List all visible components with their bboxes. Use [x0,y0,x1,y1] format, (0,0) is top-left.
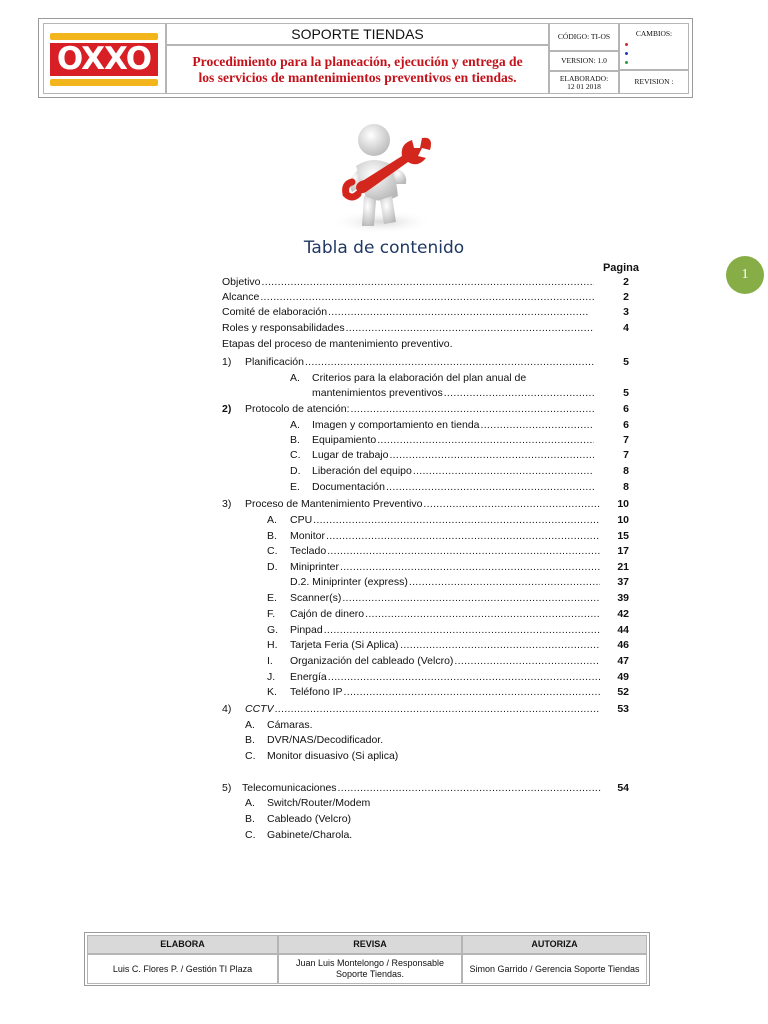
toc-leader-dots [481,418,594,433]
toc-entry[interactable] [222,290,642,305]
codigo-cell: CÓDIGO: TI-OS [549,23,619,51]
toc-leader-dots [423,497,600,512]
toc-leader-dots [326,529,600,544]
toc-entry-number: B. [245,734,255,746]
toc-entry[interactable] [222,448,642,463]
toc-entry-title: CPU [290,514,313,526]
toc-entry-page: 8 [623,465,629,477]
toc-leader-dots [338,781,602,796]
toc-entry-page: 5 [623,387,629,399]
toc-entry-title: Etapas del proceso de mantenimiento preventivo. [222,338,453,350]
cambios-cell [619,23,689,70]
toc-leader-dots [262,275,594,290]
toc-entry-page: 2 [623,276,629,288]
toc-entry-page: 15 [617,530,629,542]
toc-entry-page: 39 [617,592,629,604]
toc-entry[interactable] [222,812,642,827]
toc-entry-title: Cajón de dinero [290,608,365,620]
toc-entry[interactable] [222,386,642,401]
toc-entry-page: 17 [617,545,629,557]
toc-entry[interactable] [222,670,642,685]
toc-entry[interactable] [222,733,642,748]
toc-entry-title: Equipamiento [312,434,377,446]
toc-entry-title: Teléfono IP [290,686,343,698]
toc-entry-number: 1) [222,356,232,368]
toc-leader-dots [327,544,600,559]
revisa-value [278,954,462,984]
toc-entry-number: 2) [222,403,232,415]
toc-leader-dots [324,623,600,638]
toc-entry-page: 53 [617,703,629,715]
procedure-title-line2: los servicios de mantenimientos preventivos en tiendas. [198,70,517,85]
toc-entry-number: I. [267,655,273,667]
toc-entry-page: 37 [617,576,629,588]
elaborado-date: 12 01 2018 [567,82,601,91]
toc-entry-page: 3 [623,306,629,318]
toc-entry-page: 52 [617,686,629,698]
toc-entry[interactable] [222,305,642,320]
revisa-value-text: Juan Luis Montelongo / Responsable Soporte Tiendas. [295,958,445,979]
toc-entry[interactable] [222,781,642,796]
toc-entry[interactable] [222,529,642,544]
toc-entry-number: A. [245,719,255,731]
toc-entry-number: E. [290,481,300,493]
toc-leader-dots [400,638,600,653]
toc-entry[interactable] [222,575,642,590]
toc-entry-number: E. [267,592,277,604]
department-title: SOPORTE TIENDAS [166,23,549,45]
logo-bar-bottom [50,79,158,86]
toc-entry-title: Tarjeta Feria (Si Aplica) [290,639,399,651]
toc-leader-dots [365,607,600,622]
toc-entry-title: Liberación del equipo [312,465,412,477]
toc-entry-title: Energía [290,671,327,683]
revisa-header: REVISA [278,935,462,954]
toc-entry-number: F. [267,608,276,620]
procedure-title-line1: Procedimiento para la planeación, ejecución y entrega de [192,54,523,69]
toc-entry-page: 2 [623,291,629,303]
toc-leader-dots [340,560,600,575]
toc-entry-number: B. [290,434,300,446]
toc-entry-page: 6 [623,419,629,431]
toc-entry[interactable] [222,796,642,811]
autoriza-value [462,954,647,984]
toc-entry-number: H. [267,639,278,651]
toc-entry[interactable] [222,702,642,717]
oxxo-logo: OXXO [56,41,152,77]
revision-cell: REVISION : [619,70,689,94]
toc-entry[interactable] [222,418,642,433]
toc-entry-title: Proceso de Mantenimiento Preventivo [245,498,423,510]
toc-entry-page: 47 [617,655,629,667]
toc-entry[interactable] [222,560,642,575]
maintenance-person-wrench-image [322,118,442,234]
autoriza-value-text: Simon Garrido / Gerencia Soporte Tiendas [469,963,640,974]
toc-entry-number: C. [267,545,278,557]
toc-entry[interactable] [222,371,642,386]
toc-entry[interactable] [222,321,642,336]
toc-entry-page: 7 [623,434,629,446]
toc-entry-page: 46 [617,639,629,651]
elaborado-cell [549,71,619,94]
toc-leader-dots [350,402,594,417]
change-dot-blue [625,52,628,55]
toc-entry-number: C. [245,829,256,841]
toc-entry[interactable] [222,337,642,352]
toc-entry[interactable] [222,638,642,653]
toc-leader-dots [377,433,594,448]
toc-entry-title: Monitor [290,530,326,542]
elaborado-label: ELABORADO: [559,74,609,83]
toc-entry[interactable] [222,355,642,370]
toc-leader-dots [346,321,594,336]
toc-entry[interactable] [222,607,642,622]
toc-entry-number: K. [267,686,277,698]
toc-entry-number: 4) [222,703,232,715]
toc-entry-page: 49 [617,671,629,683]
toc-entry-title: Telecomunicaciones [242,782,337,794]
toc-leader-dots [313,513,600,528]
toc-entry-title: CCTV [245,703,274,715]
toc-title: Tabla de contenido [303,238,465,258]
page-number-badge: 1 [726,256,764,294]
toc-entry[interactable] [222,480,642,495]
toc-entry[interactable] [222,433,642,448]
toc-entry[interactable] [222,591,642,606]
toc-entry-title: DVR/NAS/Decodificador. [267,734,384,746]
toc-entry-title: Planificación [245,356,304,368]
toc-entry-page: 42 [617,608,629,620]
toc-entry[interactable] [222,497,642,512]
toc-entry-title: mantenimientos preventivos [312,387,443,399]
toc-entry-title: Gabinete/Charola. [267,829,353,841]
toc-entry-page: 10 [617,514,629,526]
procedure-title [166,45,549,94]
toc-entry-title: Criterios para la elaboración del plan anual de [312,372,527,384]
toc-leader-dots [444,386,594,401]
toc-entry[interactable] [222,718,642,733]
toc-leader-dots [275,702,600,717]
toc-entry-page: 54 [617,782,629,794]
toc-entry-title: Lugar de trabajo [312,449,389,461]
toc-entry-title: Protocolo de atención: [245,403,350,415]
change-dot-red [625,43,628,46]
toc-entry-title: Pinpad [290,624,323,636]
toc-entry[interactable] [222,828,642,843]
change-dot-green [625,61,628,64]
toc-entry-number: C. [290,449,301,461]
toc-entry-number: J. [267,671,276,683]
toc-entry-page: 4 [623,322,629,334]
toc-entry[interactable] [222,513,642,528]
elabora-header: ELABORA [87,935,278,954]
toc-entry-number: B. [245,813,255,825]
toc-entry-title: Organización del cableado (Velcro) [290,655,454,667]
logo-bar-top [50,33,158,40]
toc-entry-title: Miniprinter [290,561,340,573]
document-header [38,18,693,98]
toc-entry-number: 5) [222,782,232,794]
toc-entry[interactable] [222,623,642,638]
toc-leader-dots [260,290,594,305]
toc-leader-dots [328,305,588,320]
toc-entry[interactable] [222,275,642,290]
toc-entry-page: 44 [617,624,629,636]
toc-entry-number: A. [290,419,300,431]
toc-entry-number: A. [245,797,255,809]
toc-leader-dots [389,448,594,463]
toc-entry-page: 10 [617,498,629,510]
toc-entry[interactable] [222,685,642,700]
toc-entry-title: Scanner(s) [290,592,342,604]
toc-leader-dots [454,654,600,669]
toc-entry-title: Documentación [312,481,385,493]
toc-entry-title: Imagen y comportamiento en tienda [312,419,480,431]
toc-entry-number: C. [245,750,256,762]
toc-entry-title: Teclado [290,545,327,557]
toc-entry[interactable] [222,402,642,417]
toc-entry-title: Alcance [222,291,260,303]
toc-entry-title: Cableado (Velcro) [267,813,352,825]
toc-entry-number: A. [290,372,300,384]
toc-leader-dots [328,670,600,685]
toc-entry-number: G. [267,624,279,636]
toc-leader-dots [344,685,600,700]
toc-entry-title: Cámaras. [267,719,313,731]
toc-entry-number: 3) [222,498,232,510]
toc-entry-title: Monitor disuasivo (Si aplica) [267,750,399,762]
toc-leader-dots [342,591,600,606]
toc-entry-title: Switch/Router/Modem [267,797,371,809]
cambios-label: CAMBIOS: [635,29,673,38]
toc-entry-number: D. [267,561,278,573]
signature-table [84,932,650,986]
autoriza-header: AUTORIZA [462,935,647,954]
toc-page-column-header: Pagina [602,262,640,274]
toc-entry-title: Objetivo [222,276,261,288]
toc-leader-dots [413,464,594,479]
toc-entry-page: 6 [623,403,629,415]
toc-entry-title: Roles y responsabilidades [222,322,345,334]
toc-entry[interactable] [222,544,642,559]
toc-entry-number: B. [267,530,277,542]
elabora-value [87,954,278,984]
toc-entry-page: 8 [623,481,629,493]
toc-entry-page: 21 [617,561,629,573]
toc-entry[interactable] [222,654,642,669]
toc-entry-number: D. [290,465,301,477]
toc-entry-page: 5 [623,356,629,368]
toc-entry[interactable] [222,749,642,764]
toc-entry-title: Comité de elaboración [222,306,328,318]
toc-leader-dots [386,480,594,495]
toc-entry-title: D.2. Miniprinter (express) [290,576,408,588]
logo-cell [43,23,166,94]
toc-entry[interactable] [222,464,642,479]
elabora-value-text: Luis C. Flores P. / Gestión TI Plaza [112,963,253,974]
toc-entry-page: 7 [623,449,629,461]
version-cell: VERSION: 1.0 [549,51,619,71]
toc-entry-number: A. [267,514,277,526]
toc-leader-dots [305,355,594,370]
toc-leader-dots [409,575,600,590]
